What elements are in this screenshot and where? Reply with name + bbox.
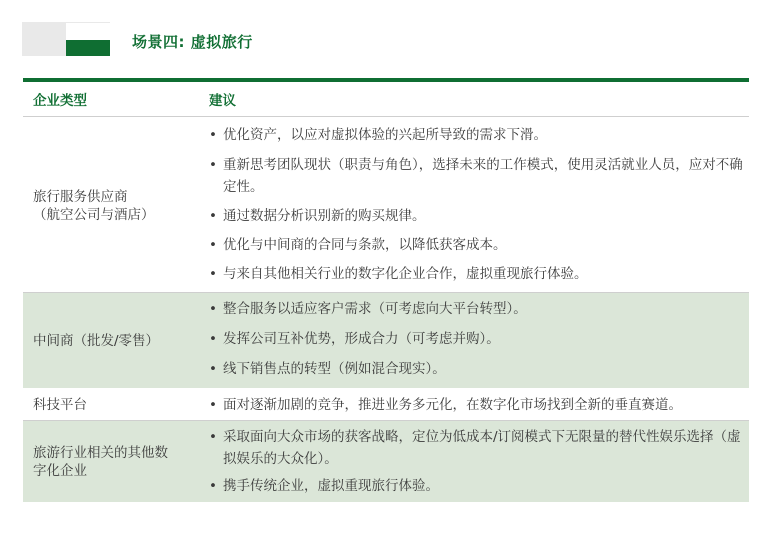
company-type-text: 旅行服务供应商 （航空公司与酒店） bbox=[33, 189, 155, 223]
list-item: • 发挥公司互补优势，形成合力（可考虑并购）。 bbox=[209, 328, 743, 350]
list-item: • 面对逐渐加剧的竞争，推进业务多元化，在数字化市场找到全新的垂直赛道。 bbox=[209, 394, 743, 416]
page-title: 场景四: 虚拟旅行 bbox=[132, 33, 253, 51]
company-type-cell: 中间商（批发/零售） bbox=[23, 293, 201, 389]
list-item: • 通过数据分析识别新的购买规律。 bbox=[209, 205, 743, 227]
suggestion-cell bbox=[201, 389, 749, 421]
recommendations-table bbox=[23, 78, 749, 503]
company-type-cell: 旅游行业相关的其他数字化企业 bbox=[23, 421, 201, 503]
suggestion-cell bbox=[201, 293, 749, 389]
logo bbox=[22, 22, 110, 56]
suggestion-cell bbox=[201, 117, 749, 293]
table-row bbox=[23, 117, 749, 293]
suggestion-list bbox=[209, 124, 743, 285]
list-item: • 优化与中间商的合同与条款，以降低获客成本。 bbox=[209, 234, 743, 256]
list-item: • 线下销售点的转型（例如混合现实）。 bbox=[209, 358, 743, 380]
list-item: • 整合服务以适应客户需求（可考虑向大平台转型）。 bbox=[209, 298, 743, 320]
company-type-cell bbox=[23, 117, 201, 293]
table-header-row bbox=[23, 80, 749, 117]
list-item: • 携手传统企业，虚拟重现旅行体验。 bbox=[209, 475, 743, 497]
list-item: • 优化资产，以应对虚拟体验的兴起所导致的需求下滑。 bbox=[209, 124, 743, 146]
suggestion-list bbox=[209, 298, 743, 380]
list-item: • 采取面向大众市场的获客战略，定位为低成本/订阅模式下无限量的替代性娱乐选择（虚拟娱乐的大众化）。 bbox=[209, 426, 743, 470]
suggestion-list bbox=[209, 394, 743, 416]
company-type-cell: 科技平台 bbox=[23, 389, 201, 421]
column-header-company-type: 企业类型 bbox=[23, 80, 201, 117]
suggestion-cell bbox=[201, 421, 749, 503]
table-row bbox=[23, 421, 749, 503]
table-row bbox=[23, 389, 749, 421]
list-item: • 重新思考团队现状（职责与角色），选择未来的工作模式，使用灵活就业人员，应对不确定性。 bbox=[209, 154, 743, 198]
suggestion-list bbox=[209, 426, 743, 497]
list-item: • 与来自其他相关行业的数字化企业合作，虚拟重现旅行体验。 bbox=[209, 263, 743, 285]
column-header-suggestion: 建议 bbox=[201, 80, 749, 117]
table-row bbox=[23, 293, 749, 389]
